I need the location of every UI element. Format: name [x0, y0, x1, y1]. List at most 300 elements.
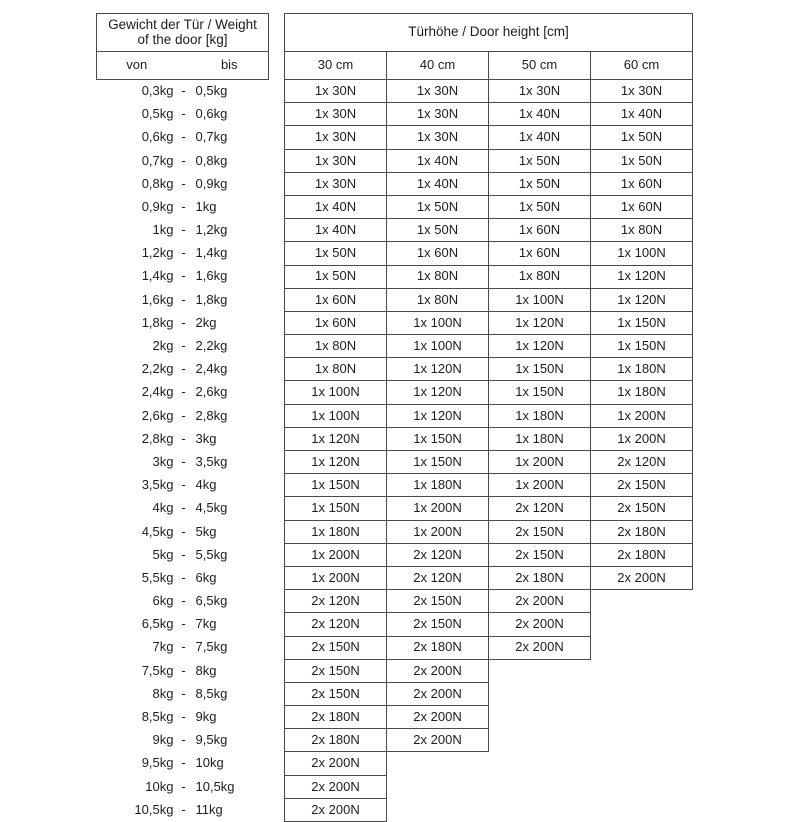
table-row [97, 311, 693, 334]
spring-value-50cm [489, 798, 591, 821]
section-gap [269, 427, 285, 450]
weight-from: 3,5kg [141, 477, 174, 493]
spring-value-30cm: 1x 60N [285, 311, 387, 334]
spring-value-60cm [591, 590, 693, 613]
col-header-40cm: 40 cm [387, 52, 489, 80]
spring-value-50cm: 2x 200N [489, 613, 591, 636]
weight-to: 6,5kg [195, 593, 228, 609]
spring-value-60cm [591, 636, 693, 659]
weight-to: 4,5kg [195, 500, 228, 516]
spring-value-40cm [387, 752, 489, 775]
spring-value-50cm: 2x 120N [489, 497, 591, 520]
col-header-60cm: 60 cm [591, 52, 693, 80]
weight-to: 3,5kg [195, 453, 228, 469]
weight-to: 1,2kg [195, 222, 228, 238]
spring-value-50cm: 2x 200N [489, 590, 591, 613]
table-row [97, 636, 693, 659]
section-gap [269, 636, 285, 659]
spring-value-60cm: 2x 180N [591, 520, 693, 543]
table-row [97, 752, 693, 775]
spring-value-60cm: 1x 200N [591, 404, 693, 427]
table-row [97, 474, 693, 497]
table-row [97, 381, 693, 404]
weight-from: 0,6kg [141, 129, 174, 145]
section-gap [269, 590, 285, 613]
spring-value-40cm: 1x 40N [387, 172, 489, 195]
spring-value-60cm: 1x 180N [591, 381, 693, 404]
weight-range-dash: - [181, 500, 186, 516]
height-header-cell: Türhöhe / Door height [cm] [285, 14, 693, 52]
weight-range-dash: - [181, 523, 186, 539]
weight-header-cell [97, 14, 269, 52]
spring-value-60cm: 1x 150N [591, 311, 693, 334]
spring-value-50cm [489, 659, 591, 682]
weight-range-dash: - [181, 453, 186, 469]
spring-value-50cm: 1x 120N [489, 335, 591, 358]
table-row [97, 613, 693, 636]
weight-to: 0,9kg [195, 175, 228, 191]
weight-range-dash: - [181, 477, 186, 493]
section-gap [269, 566, 285, 589]
spring-value-50cm: 1x 30N [489, 80, 591, 103]
weight-to: 5kg [195, 523, 217, 539]
section-gap [269, 242, 285, 265]
weight-range-dash: - [181, 152, 186, 168]
spring-value-50cm [489, 706, 591, 729]
section-gap [269, 451, 285, 474]
weight-to: 7,5kg [195, 639, 228, 655]
spring-value-40cm: 1x 200N [387, 497, 489, 520]
spring-value-40cm: 1x 50N [387, 219, 489, 242]
spring-value-40cm: 1x 120N [387, 404, 489, 427]
spring-value-40cm: 1x 60N [387, 242, 489, 265]
table-row [97, 103, 693, 126]
spring-value-40cm: 1x 50N [387, 195, 489, 218]
spring-value-50cm: 1x 200N [489, 451, 591, 474]
spring-value-30cm: 1x 80N [285, 335, 387, 358]
gas-spring-selection-table [96, 13, 693, 822]
weight-to: 10,5kg [195, 778, 235, 794]
spring-value-40cm: 2x 180N [387, 636, 489, 659]
spring-value-30cm: 2x 200N [285, 775, 387, 798]
weight-to: 8kg [195, 662, 217, 678]
weight-to: 8,5kg [195, 685, 228, 701]
table-row [97, 149, 693, 172]
table-body [97, 80, 693, 822]
section-gap [269, 381, 285, 404]
spring-value-30cm: 1x 50N [285, 242, 387, 265]
spring-value-60cm: 1x 40N [591, 103, 693, 126]
spring-value-50cm: 1x 180N [489, 427, 591, 450]
spring-value-40cm: 1x 150N [387, 451, 489, 474]
spring-value-40cm [387, 798, 489, 821]
spring-value-30cm: 2x 180N [285, 729, 387, 752]
table-row [97, 219, 693, 242]
table-row [97, 265, 693, 288]
section-gap [269, 775, 285, 798]
weight-to: 1kg [195, 198, 217, 214]
spring-value-30cm: 2x 200N [285, 752, 387, 775]
section-gap [269, 706, 285, 729]
spring-value-30cm: 1x 30N [285, 172, 387, 195]
spring-value-30cm: 1x 80N [285, 358, 387, 381]
subheader-spacer [177, 52, 191, 80]
spring-value-40cm: 1x 120N [387, 358, 489, 381]
weight-range-dash: - [181, 129, 186, 145]
spring-value-60cm: 1x 180N [591, 358, 693, 381]
spring-value-30cm: 1x 30N [285, 126, 387, 149]
weight-range-dash: - [181, 546, 186, 562]
section-gap [269, 288, 285, 311]
table-row [97, 566, 693, 589]
weight-range-dash: - [181, 593, 186, 609]
spring-value-60cm [591, 798, 693, 821]
section-gap [269, 404, 285, 427]
weight-range-dash: - [181, 175, 186, 191]
section-gap [269, 126, 285, 149]
weight-range-dash: - [181, 106, 186, 122]
spring-value-30cm: 1x 150N [285, 474, 387, 497]
spring-value-50cm: 1x 100N [489, 288, 591, 311]
spring-value-50cm: 1x 50N [489, 172, 591, 195]
table-subheader-row [97, 52, 693, 80]
spring-value-50cm: 1x 60N [489, 242, 591, 265]
table-row [97, 775, 693, 798]
section-gap [269, 798, 285, 821]
weight-range-dash: - [181, 268, 186, 284]
spring-value-30cm: 1x 120N [285, 427, 387, 450]
spring-value-40cm: 2x 120N [387, 543, 489, 566]
spring-value-60cm: 1x 50N [591, 126, 693, 149]
spring-value-50cm: 2x 150N [489, 543, 591, 566]
spring-value-40cm: 1x 30N [387, 103, 489, 126]
weight-from: 4kg [152, 500, 174, 516]
col-header-bis: bis [191, 52, 269, 80]
table-row [97, 288, 693, 311]
spring-value-40cm: 1x 40N [387, 149, 489, 172]
weight-header-line2: of the door [kg] [137, 31, 228, 47]
spring-value-40cm: 2x 150N [387, 590, 489, 613]
table-row [97, 497, 693, 520]
section-gap [269, 195, 285, 218]
weight-to: 10kg [195, 755, 224, 771]
weight-from: 0,8kg [141, 175, 174, 191]
weight-range-dash: - [181, 616, 186, 632]
spring-value-60cm: 1x 120N [591, 288, 693, 311]
section-gap [269, 752, 285, 775]
weight-from: 1,6kg [141, 291, 174, 307]
section-gap [269, 149, 285, 172]
weight-range-dash: - [181, 222, 186, 238]
weight-from: 0,5kg [141, 106, 174, 122]
weight-to: 0,8kg [195, 152, 228, 168]
table-row [97, 195, 693, 218]
weight-from: 0,7kg [141, 152, 174, 168]
weight-range-dash: - [181, 801, 186, 817]
section-gap [269, 52, 285, 80]
weight-from: 1,2kg [141, 245, 174, 261]
spring-value-60cm: 1x 80N [591, 219, 693, 242]
spring-value-30cm: 2x 120N [285, 613, 387, 636]
weight-to: 2,6kg [195, 384, 228, 400]
section-gap [269, 172, 285, 195]
spring-value-30cm: 1x 30N [285, 80, 387, 103]
weight-to: 1,6kg [195, 268, 228, 284]
section-gap [269, 311, 285, 334]
spring-value-40cm: 1x 30N [387, 126, 489, 149]
spring-value-50cm: 1x 40N [489, 103, 591, 126]
spring-value-60cm: 1x 100N [591, 242, 693, 265]
weight-from: 7kg [152, 639, 174, 655]
spring-value-40cm: 1x 120N [387, 381, 489, 404]
table-row [97, 427, 693, 450]
col-header-von: von [97, 52, 177, 80]
weight-to: 7kg [195, 616, 217, 632]
spring-value-40cm: 2x 200N [387, 659, 489, 682]
spring-value-40cm: 1x 150N [387, 427, 489, 450]
spring-value-60cm: 1x 200N [591, 427, 693, 450]
weight-from: 3kg [152, 453, 174, 469]
weight-to: 2,2kg [195, 338, 228, 353]
spring-value-30cm: 1x 30N [285, 103, 387, 126]
spring-value-50cm: 2x 200N [489, 636, 591, 659]
weight-range-dash: - [181, 338, 186, 353]
spring-value-50cm: 1x 150N [489, 381, 591, 404]
table-row [97, 543, 693, 566]
spring-value-60cm: 1x 50N [591, 149, 693, 172]
spring-value-30cm: 1x 100N [285, 404, 387, 427]
table-row [97, 358, 693, 381]
weight-from: 2,6kg [141, 407, 174, 423]
spring-value-60cm [591, 729, 693, 752]
spring-value-30cm: 2x 150N [285, 682, 387, 705]
weight-to: 0,5kg [195, 83, 228, 99]
weight-range-dash: - [181, 245, 186, 261]
spring-value-50cm [489, 729, 591, 752]
weight-to: 5,5kg [195, 546, 228, 562]
col-header-30cm: 30 cm [285, 52, 387, 80]
spring-value-60cm [591, 706, 693, 729]
table-row [97, 80, 693, 103]
weight-to: 9,5kg [195, 732, 228, 748]
spring-value-30cm: 2x 200N [285, 798, 387, 821]
spring-value-60cm: 1x 60N [591, 195, 693, 218]
weight-range-dash: - [181, 291, 186, 307]
spring-value-30cm: 1x 50N [285, 265, 387, 288]
section-gap [269, 219, 285, 242]
weight-from: 8,5kg [141, 709, 174, 724]
spring-value-30cm: 2x 150N [285, 659, 387, 682]
spring-value-50cm: 1x 150N [489, 358, 591, 381]
spring-value-40cm: 1x 100N [387, 335, 489, 358]
spring-value-60cm: 1x 30N [591, 80, 693, 103]
spring-value-50cm: 1x 50N [489, 149, 591, 172]
weight-from: 9,5kg [141, 755, 174, 771]
section-gap [269, 682, 285, 705]
weight-range-dash: - [181, 778, 186, 794]
spring-value-60cm: 2x 150N [591, 474, 693, 497]
weight-range-dash: - [181, 569, 186, 585]
table-row [97, 172, 693, 195]
spring-value-50cm [489, 752, 591, 775]
section-gap [269, 474, 285, 497]
spring-value-40cm: 1x 180N [387, 474, 489, 497]
spring-value-30cm: 1x 150N [285, 497, 387, 520]
spring-value-60cm [591, 659, 693, 682]
spring-value-50cm: 1x 180N [489, 404, 591, 427]
weight-from: 0,9kg [141, 198, 174, 214]
spring-value-30cm: 2x 180N [285, 706, 387, 729]
weight-from: 6,5kg [141, 616, 174, 632]
weight-from: 1,8kg [141, 314, 174, 330]
spring-value-30cm: 1x 200N [285, 543, 387, 566]
table-row [97, 520, 693, 543]
weight-to: 4kg [195, 477, 217, 493]
section-gap [269, 14, 285, 52]
weight-range-dash: - [181, 709, 186, 724]
weight-range-dash: - [181, 83, 186, 99]
spring-value-30cm: 1x 40N [285, 219, 387, 242]
section-gap [269, 497, 285, 520]
section-gap [269, 103, 285, 126]
weight-range-dash: - [181, 685, 186, 701]
spring-value-50cm [489, 682, 591, 705]
spring-value-50cm: 1x 80N [489, 265, 591, 288]
spring-value-40cm: 1x 80N [387, 265, 489, 288]
spring-value-50cm: 2x 180N [489, 566, 591, 589]
weight-range-dash: - [181, 430, 186, 446]
weight-to: 2,4kg [195, 361, 228, 377]
weight-range-dash: - [181, 662, 186, 678]
weight-to: 0,7kg [195, 129, 228, 145]
spring-value-50cm: 1x 200N [489, 474, 591, 497]
section-gap [269, 659, 285, 682]
section-gap [269, 520, 285, 543]
weight-from: 4,5kg [141, 523, 174, 539]
spring-value-30cm: 1x 60N [285, 288, 387, 311]
weight-range-dash: - [181, 639, 186, 655]
weight-from: 0,3kg [141, 83, 174, 99]
table-row [97, 706, 693, 729]
spring-value-40cm: 2x 120N [387, 566, 489, 589]
section-gap [269, 358, 285, 381]
weight-header-line1: Gewicht der Tür / Weight [108, 16, 257, 32]
weight-to: 3kg [195, 430, 217, 446]
section-gap [269, 80, 285, 103]
spring-value-40cm: 1x 200N [387, 520, 489, 543]
weight-from: 7,5kg [141, 662, 174, 678]
weight-from: 10kg [145, 778, 174, 794]
weight-from: 5,5kg [141, 569, 174, 585]
weight-range-dash: - [181, 361, 186, 377]
table-row [97, 590, 693, 613]
spring-value-50cm: 1x 50N [489, 195, 591, 218]
weight-to: 0,6kg [195, 106, 228, 122]
spring-value-40cm: 1x 100N [387, 311, 489, 334]
spring-value-60cm: 2x 180N [591, 543, 693, 566]
weight-to: 6kg [195, 569, 217, 585]
spring-value-30cm: 2x 150N [285, 636, 387, 659]
spring-value-60cm: 1x 150N [591, 335, 693, 358]
section-gap [269, 265, 285, 288]
section-gap [269, 729, 285, 752]
spring-value-60cm: 2x 120N [591, 451, 693, 474]
spring-value-60cm: 1x 120N [591, 265, 693, 288]
weight-from: 8kg [152, 685, 174, 701]
spring-value-30cm: 1x 40N [285, 195, 387, 218]
weight-from: 10,5kg [134, 801, 174, 817]
weight-range-dash: - [181, 384, 186, 400]
weight-to: 2kg [195, 314, 217, 330]
weight-range-dash: - [181, 198, 186, 214]
spring-value-40cm: 2x 150N [387, 613, 489, 636]
spring-value-50cm: 2x 150N [489, 520, 591, 543]
weight-to: 9kg [195, 709, 217, 724]
spring-value-30cm: 1x 120N [285, 451, 387, 474]
table-row [97, 126, 693, 149]
spring-value-30cm: 1x 30N [285, 149, 387, 172]
spring-value-30cm: 1x 180N [285, 520, 387, 543]
weight-from: 9kg [152, 732, 174, 748]
weight-range-dash: - [181, 732, 186, 748]
spring-value-60cm [591, 752, 693, 775]
weight-range-dash: - [181, 314, 186, 330]
table-header-row [97, 14, 693, 52]
spring-value-50cm: 1x 60N [489, 219, 591, 242]
weight-from: 6kg [152, 593, 174, 609]
section-gap [269, 613, 285, 636]
table-row [97, 729, 693, 752]
section-gap [269, 335, 285, 358]
spring-value-60cm [591, 613, 693, 636]
spring-value-60cm [591, 682, 693, 705]
spring-value-60cm: 2x 200N [591, 566, 693, 589]
table-row [97, 451, 693, 474]
spring-value-40cm: 1x 80N [387, 288, 489, 311]
weight-from: 1,4kg [141, 268, 174, 284]
spring-value-60cm: 1x 60N [591, 172, 693, 195]
weight-from: 2,8kg [141, 430, 174, 446]
table-row [97, 682, 693, 705]
spring-value-60cm [591, 775, 693, 798]
table-row [97, 242, 693, 265]
weight-to: 2,8kg [195, 407, 228, 423]
spring-value-40cm: 2x 200N [387, 682, 489, 705]
spring-value-40cm [387, 775, 489, 798]
weight-range-dash: - [181, 755, 186, 771]
col-header-50cm: 50 cm [489, 52, 591, 80]
weight-to: 1,4kg [195, 245, 228, 261]
weight-from: 2,4kg [141, 384, 174, 400]
spring-value-40cm: 2x 200N [387, 729, 489, 752]
weight-from: 1kg [152, 222, 174, 238]
spring-value-30cm: 2x 120N [285, 590, 387, 613]
weight-to: 11kg [195, 801, 223, 817]
table-row [97, 335, 693, 358]
table-row [97, 798, 693, 821]
weight-to: 1,8kg [195, 291, 228, 307]
weight-from: 2,2kg [141, 361, 174, 377]
spring-value-30cm: 1x 200N [285, 566, 387, 589]
spring-value-40cm: 2x 200N [387, 706, 489, 729]
spring-value-50cm: 1x 40N [489, 126, 591, 149]
table-row [97, 659, 693, 682]
table-row [97, 404, 693, 427]
weight-from: 5kg [152, 546, 174, 562]
spring-value-30cm: 1x 100N [285, 381, 387, 404]
weight-from: 2kg [152, 338, 174, 353]
spring-value-50cm: 1x 120N [489, 311, 591, 334]
